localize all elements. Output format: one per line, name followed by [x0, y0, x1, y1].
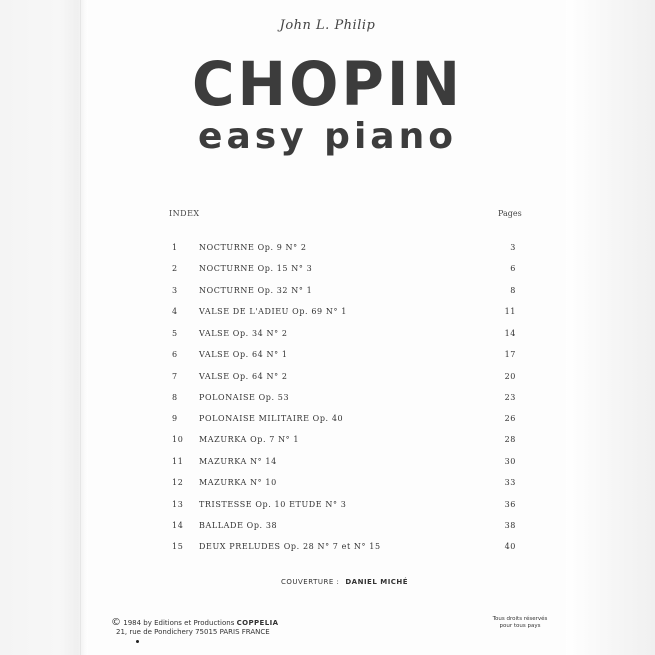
- entry-number: 7: [172, 372, 178, 381]
- entry-page: 33: [504, 478, 516, 487]
- entry-page: 36: [504, 500, 516, 509]
- entry-title: DEUX PRELUDES Op. 28 N° 7 et N° 15: [199, 542, 381, 551]
- entry-number: 4: [172, 307, 178, 316]
- author-signature: John L. Philip: [279, 18, 376, 33]
- entry-number: 10: [172, 435, 184, 444]
- entry-page: 23: [504, 393, 516, 402]
- ink-dot: [136, 640, 139, 643]
- entry-page: 26: [504, 414, 516, 423]
- entry-title: VALSE Op. 64 N° 1: [199, 350, 288, 359]
- entry-page: 6: [510, 264, 516, 273]
- cover-label: COUVERTURE :: [281, 578, 340, 586]
- entry-number: 3: [172, 286, 178, 295]
- entry-number: 8: [172, 393, 178, 402]
- entry-number: 13: [172, 500, 184, 509]
- entry-number: 6: [172, 350, 178, 359]
- index-row: [0, 478, 655, 490]
- copyright-text: 1984 by Editions et Productions: [123, 619, 235, 627]
- entry-number: 5: [172, 329, 178, 338]
- index-row: [0, 286, 655, 298]
- copyright-symbol: ©: [111, 617, 121, 628]
- index-row: [0, 264, 655, 276]
- index-row: [0, 435, 655, 447]
- index-row: [0, 393, 655, 405]
- entry-page: 11: [504, 307, 516, 316]
- page-title: CHOPIN: [191, 48, 464, 120]
- entry-page: 30: [504, 457, 516, 466]
- publisher-name: COPPELIA: [236, 619, 279, 627]
- entry-page: 20: [504, 372, 516, 381]
- entry-title: MAZURKA N° 14: [199, 457, 277, 466]
- entry-number: 14: [172, 521, 184, 530]
- pages-heading: Pages: [498, 209, 522, 218]
- entry-title: POLONAISE Op. 53: [199, 393, 290, 402]
- entry-title: MAZURKA N° 10: [199, 478, 277, 487]
- entry-number: 2: [172, 264, 178, 273]
- index-row: [0, 329, 655, 341]
- index-row: [0, 457, 655, 469]
- entry-number: 9: [172, 414, 178, 423]
- index-row: [0, 542, 655, 554]
- cover-credit: [281, 578, 408, 586]
- page-subtitle: easy piano: [198, 116, 457, 157]
- entry-page: 40: [504, 542, 516, 551]
- entry-title: VALSE Op. 34 N° 2: [199, 329, 288, 338]
- rights-line-2: pour tous pays: [499, 623, 541, 629]
- entry-title: MAZURKA Op. 7 N° 1: [199, 435, 300, 444]
- entry-page: 3: [510, 243, 516, 252]
- index-row: [0, 350, 655, 362]
- cover-artist: DANIEL MICHÉ: [345, 578, 409, 586]
- entry-title: BALLADE Op. 38: [199, 521, 278, 530]
- index-row: [0, 307, 655, 319]
- index-row: [0, 243, 655, 255]
- publisher-address: 21, rue de Pondichery 75015 PARIS FRANCE: [116, 628, 270, 636]
- entry-number: 12: [172, 478, 184, 487]
- entry-title: VALSE DE L'ADIEU Op. 69 N° 1: [199, 307, 347, 316]
- index-row: [0, 521, 655, 533]
- entry-number: 15: [172, 542, 184, 551]
- entry-page: 28: [504, 435, 516, 444]
- entry-page: 8: [510, 286, 516, 295]
- index-row: [0, 372, 655, 384]
- index-row: [0, 414, 655, 426]
- rights-notice: [480, 616, 560, 630]
- rights-line-1: Tous droits réservés: [492, 616, 548, 622]
- copyright-line: [111, 617, 278, 628]
- entry-title: VALSE Op. 64 N° 2: [199, 372, 288, 381]
- entry-title: NOCTURNE Op. 15 N° 3: [199, 264, 313, 273]
- entry-number: 11: [172, 457, 184, 466]
- entry-title: NOCTURNE Op. 32 N° 1: [199, 286, 313, 295]
- entry-title: TRISTESSE Op. 10 ETUDE N° 3: [199, 500, 347, 509]
- entry-page: 38: [504, 521, 516, 530]
- index-row: [0, 500, 655, 512]
- index-heading: INDEX: [169, 209, 200, 218]
- entry-title: POLONAISE MILITAIRE Op. 40: [199, 414, 344, 423]
- entry-title: NOCTURNE Op. 9 N° 2: [199, 243, 307, 252]
- entry-page: 17: [504, 350, 516, 359]
- entry-page: 14: [504, 329, 516, 338]
- entry-number: 1: [172, 243, 178, 252]
